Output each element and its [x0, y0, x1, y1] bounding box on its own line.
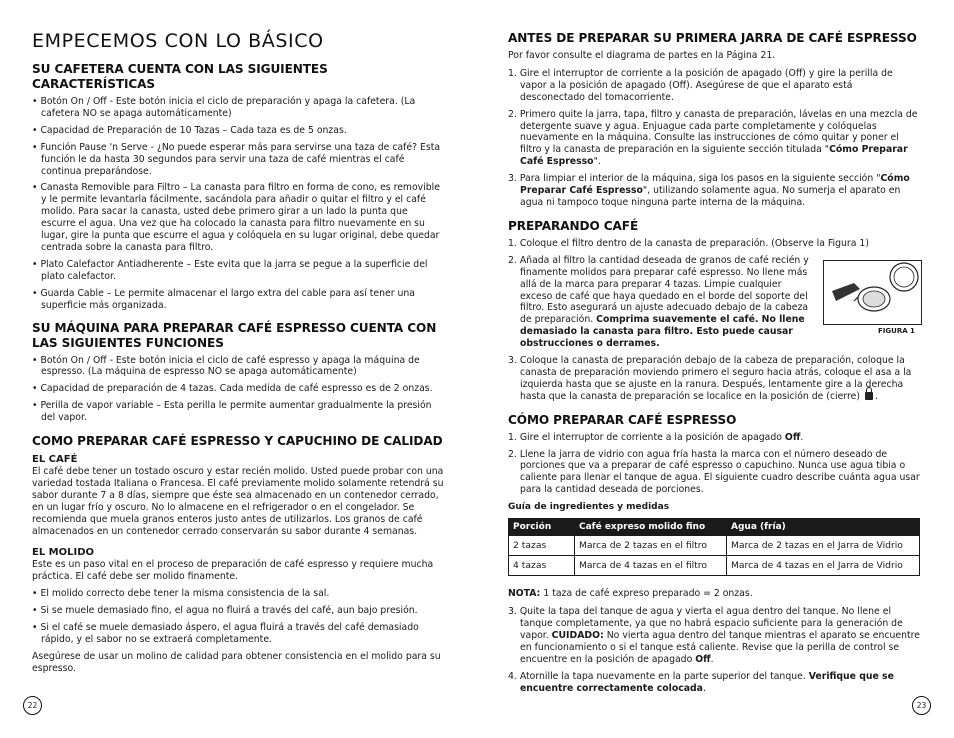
section-heading: COMO PREPARAR CAFÉ ESPRESSO Y CAPUCHINO DE CALIDAD [32, 434, 443, 449]
section-quality [32, 434, 444, 675]
grind-list [32, 588, 444, 646]
list-item: • Si se muele demasiado fino, el agua no fluirá a través del café, aun bajo presión. [32, 605, 418, 617]
table-header: Porción [509, 519, 575, 536]
subheading-grind: EL MOLIDO [32, 547, 95, 559]
list-item: • Guarda Cable – Le permite almacenar el largo extra del cable para así tener una superficie más organizada. [32, 287, 415, 311]
lock-icon [865, 392, 873, 400]
table-header-row [509, 519, 920, 536]
before-steps [508, 68, 920, 209]
note-paragraph: NOTA: 1 taza de café expreso preparado = 2 onzas. [508, 588, 753, 600]
list-item: • Capacidad de preparación de 4 tazas. Cada medida de café espresso es de 2 onzas. [32, 383, 433, 395]
list-item: 4. Atornille la tapa nuevamente en la parte superior del tanque. Verifique que se encuentre correctamente colocada. [508, 670, 894, 694]
right-page-column [508, 31, 920, 699]
list-item: • El molido correcto debe tener la misma consistencia de la sal. [32, 588, 330, 600]
section-how-to-prepare [508, 413, 920, 695]
list-item: 1. Gire el interruptor de corriente a la posición de apagado (Off) y gire la perilla de vapor a la posición de apagado (Off). Asegúrese de que el aparato está desconectado del tomacorriente. [508, 67, 893, 103]
list-item: • Capacidad de Preparación de 10 Tazas – Cada taza es de 5 onzas. [32, 124, 347, 136]
prepare-steps-continued [508, 606, 920, 694]
list-item: 1. Gire el interruptor de corriente a la posición de apagado Off. [508, 431, 804, 443]
section-heading: ANTES DE PREPARAR SU PRIMERA JARRA DE CAFÉ ESPRESSO [508, 31, 917, 45]
features-list [32, 96, 444, 312]
list-item: • Función Pause 'n Serve - ¿No puede esperar más para servirse una taza de café? Esta función le da hasta 30 segundos para servir una taza de café mientras el café continua preparándose. [32, 141, 441, 177]
table-row [509, 536, 920, 556]
table-cell: Marca de 2 tazas en el Jarra de Vidrio [727, 536, 920, 556]
table-title: Guía de ingredientes y medidas [508, 502, 670, 513]
intro-paragraph: Por favor consulte el diagrama de partes en la Página 21. [508, 50, 776, 61]
list-item: • Botón On / Off - Este botón inicia el ciclo de preparación y apaga la cafetera. (La cafetera NO se apaga automáticamente) [32, 96, 416, 119]
table-cell: Marca de 4 tazas en el filtro [575, 556, 727, 576]
section-heading: SU MÁQUINA PARA PREPARAR CAFÉ ESPRESSO CUENTA CON LAS SIGUIENTES FUNCIONES [32, 320, 437, 350]
figure-1-box [823, 260, 922, 325]
list-item: 3. Coloque la canasta de preparación debajo de la cabeza de preparación, coloque la canasta de preparación moviendo primero el seguro hacia atrás, coloque el asa a la izquierda hasta que se ajuste en la ranura. Después, lentamente gire a la derecha hasta que la canasta de preparación se localice en la posición de (cierre) . [508, 355, 912, 402]
figure-caption: FIGURA 1 [878, 327, 915, 335]
section-features [32, 62, 444, 312]
list-item: 2. Primero quite la jarra, tapa, filtro y canasta de preparación, lávelas en una mezcla de detergente suave y agua. Enjuague cada parte completamente y colóquelas nuevamente en la máquina. Consulte las instrucciones de cómo quitar y poner el filtro y la canasta de preparación en la siguiente sección titulada "Cómo Preparar Café Espresso". [508, 108, 918, 168]
ingredients-table [508, 518, 920, 576]
list-item: • Canasta Removible para Filtro – La canasta para filtro en forma de cono, es removible y le permite levantarla fácilmente, sacándola para añadir o quitar el filtro y el café molido. Para sacar la canasta, usted debe primero girar a un lado la punta que escurre el agua. Una vez que ha colocado la canasta para filtro nuevamente en su lugar, gire la punta que escurre el agua y colóquela en su lugar original, debe quedar centrada sobre la canasta para filtro. [32, 182, 440, 253]
table-header: Café expreso molido fino [575, 519, 727, 536]
left-page-column [32, 62, 444, 675]
list-item: 1. Coloque el filtro dentro de la canasta de preparación. (Observe la Figura 1) [508, 237, 869, 249]
section-heading: SU CAFETERA CUENTA CON LAS SIGUIENTES CARACTERÍSTICAS [32, 62, 328, 91]
table-cell: Marca de 2 tazas en el filtro [575, 536, 727, 556]
list-item: • Botón On / Off - Este botón inicia el ciclo de café espresso y apaga la máquina de espresso. (La máquina de espresso NO se apaga automáticamente) [32, 354, 420, 378]
list-item: 2. Añada al filtro la cantidad deseada de granos de café recién y finamente molidos para preparar café espresso. No llene más allá de la marca para preparar 4 tazas. Limpie cualquier exceso de café que haya quedado en el borde del soporte del filtro. Esto asegurará un ajuste adecuado debajo de la cabeza de preparación. Comprima suavemente el café. No llene demasiado la canasta para filtro. Esto puede causar obstrucciones o derrames. [508, 254, 809, 350]
page-number-left: 22 [23, 696, 42, 715]
table-cell: 4 tazas [509, 556, 575, 576]
subheading-coffee: EL CAFÉ [32, 454, 78, 466]
list-item: • Si el café se muele demasiado áspero, el agua fluirá a través del café demasiado rápido, y el sabor no se extraerá completamente. [32, 622, 419, 645]
list-item: • Perilla de vapor variable – Esta perilla le permite aumentar gradualmente la presión del vapor. [32, 400, 432, 424]
coffee-paragraph: El café debe tener un tostado oscuro y estar recién molido. Usted puede probar con una variedad tostada Italiana o Francesa. El café previamente molido solamente retendrá su sabor durante 7 a 8 días, siempre que éste sea almacenado en un contenedor cerrado, en un lugar frío y oscuro. No lo almacene en el refrigerador o en el congelador. Se recomienda que muela granos enteros justo antes de utilizarlos. Los granos de café almacenados en un contenedor cerrado conservarán su sabor durante 4 semanas. [32, 466, 444, 537]
page-number-right: 23 [912, 696, 931, 715]
section-functions [32, 321, 444, 425]
table-header: Agua (fría) [727, 519, 920, 536]
section-heading: PREPARANDO CAFÉ [508, 218, 639, 233]
functions-list [32, 355, 444, 425]
list-item: • Plato Calefactor Antiadherente – Este evita que la jarra se pegue a la superficie del plato calefactor. [32, 258, 428, 282]
table-row [509, 556, 920, 576]
page-title: EMPECEMOS CON LO BÁSICO [32, 30, 324, 52]
table-cell: 2 tazas [509, 536, 575, 556]
grind-paragraph: Este es un paso vital en el proceso de preparación de café espresso y requiere mucha práctica. El café debe ser molido finamente. [32, 559, 434, 583]
list-item: 3. Para limpiar el interior de la máquina, siga los pasos en la siguiente sección "Cómo Preparar Café Espresso", utilizando solamente agua. No sumerja el aparato en agua ni tampoco toque ninguna parte interna de la máquina. [508, 173, 910, 208]
list-item: 3. Quite la tapa del tanque de agua y vierta el agua dentro del tanque. No llene el tanque completamente, ya que no habrá espacio suficiente para la generación de vapor. CUIDADO: No vierta agua dentro del tanque mientras el aparato se encuentre en funcionamiento o si el tanque está caliente. Revise que la perilla de control se encuentre en la posición de apagado Off. [508, 606, 920, 665]
table-cell: Marca de 4 tazas en el Jarra de Vidrio [727, 556, 920, 576]
section-before-first-use [508, 31, 920, 209]
list-item: 2. Llene la jarra de vidrio con agua fría hasta la marca con el número deseado de porciones que va a preparar de café espresso o capuchino. Nunca use agua tibia o caliente para llenar el tanque de agua. El siguiente cuadro describe cuánta agua usar para la cantidad deseada de porciones. [508, 448, 920, 496]
section-heading: CÓMO PREPARAR CAFÉ ESPRESSO [508, 412, 737, 427]
filter-basket-illustration [824, 261, 921, 324]
prepare-steps [508, 432, 920, 497]
grinder-paragraph: Asegúrese de usar un molino de calidad para obtener consistencia en el molido para su espresso. [32, 650, 441, 674]
